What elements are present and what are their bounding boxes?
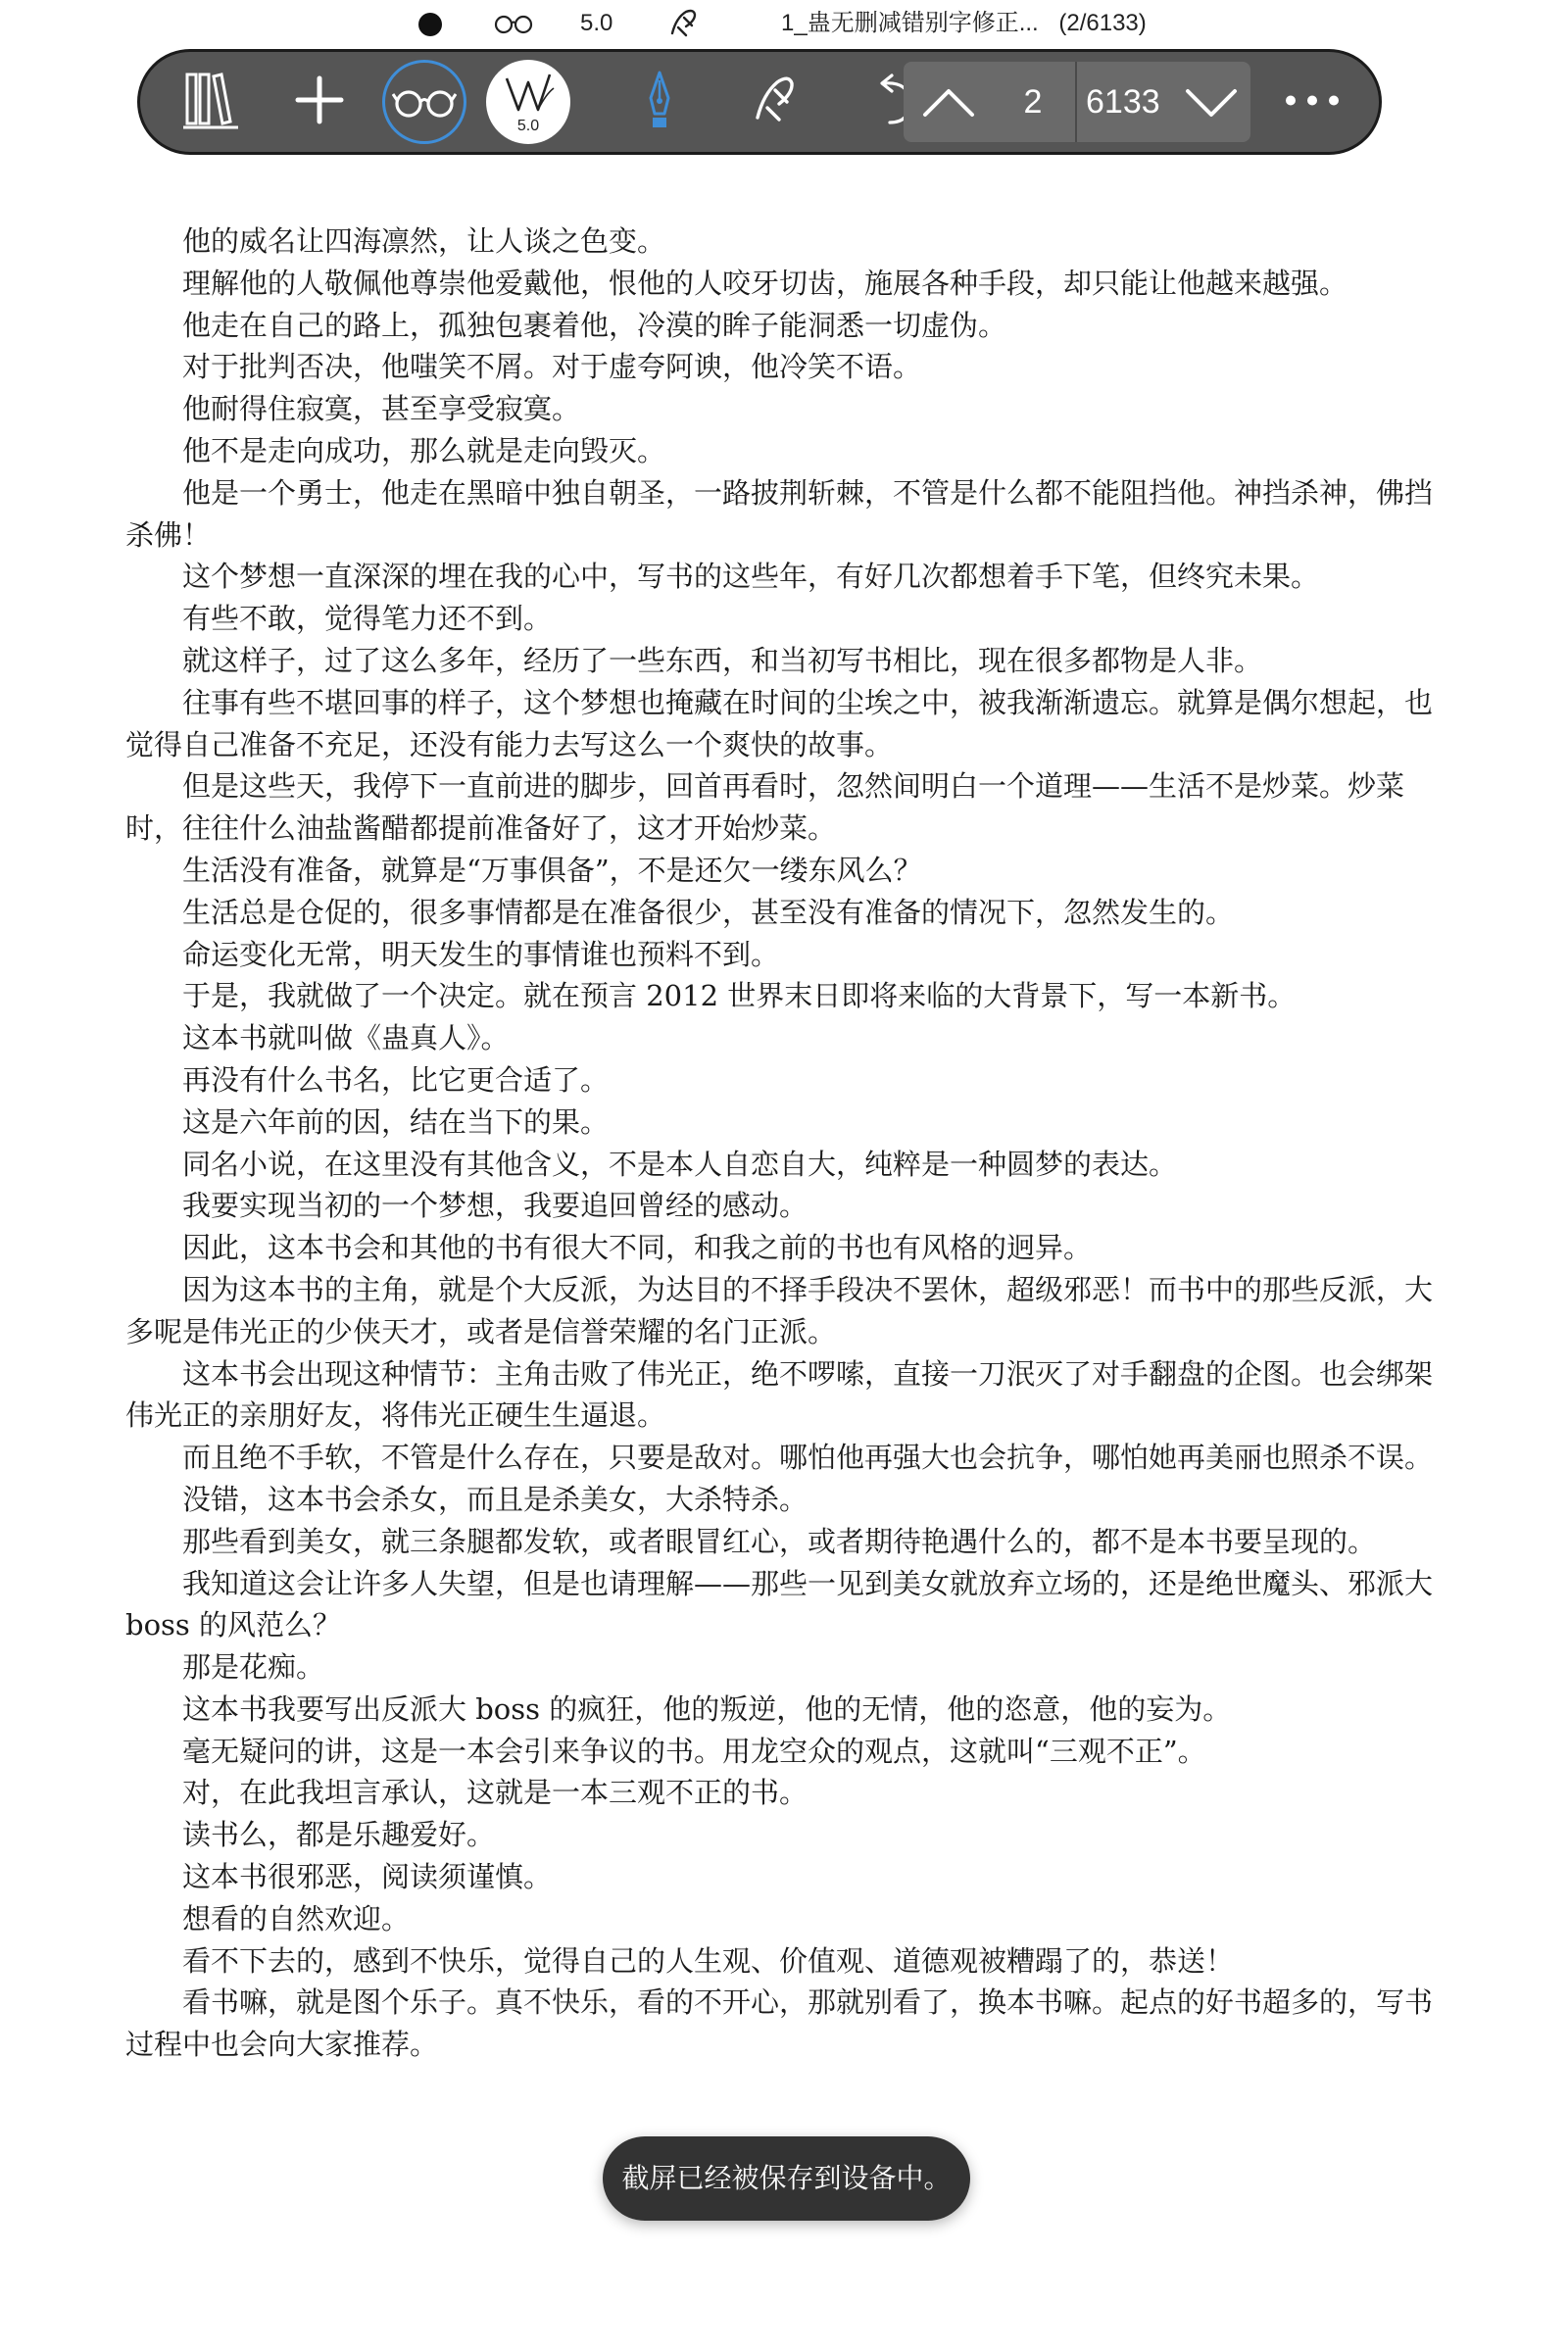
brand-logo-button[interactable] (486, 60, 570, 144)
paragraph: 看不下去的，感到不快乐，觉得自己的人生观、价值观、道德观被糟蹋了的，恭送！ (182, 1943, 1235, 1978)
paragraph: 这本书会出现这种情节：主角击败了伟光正，绝不啰嗦，直接一刀泯灭了对手翻盘的企图。也会绑架伟光正的亲朋好友，将伟光正硬生生逼退。 (125, 1356, 1434, 1433)
paragraph: 因此，这本书会和其他的书有很大不同，和我之前的书也有风格的迥异。 (182, 1231, 1093, 1265)
paragraph: 这是六年前的因，结在当下的果。 (182, 1104, 610, 1139)
total-pages: 6133 (1086, 83, 1160, 121)
glasses-icon (392, 85, 457, 119)
reading-page-text (125, 220, 1448, 2066)
paragraph: 再没有什么书名，比它更合适了。 (182, 1062, 610, 1097)
paragraph: 生活总是仓促的，很多事情都是在准备很少，甚至没有准备的情况下，忽然发生的。 (182, 895, 1235, 929)
paragraph: 看书嘛，就是图个乐子。真不快乐，看的不开心，那就别看了，换本书嘛。起点的好书超多的，写书过程中也会向大家推荐。 (125, 1985, 1434, 2062)
paragraph: 他耐得住寂寞，甚至享受寂寞。 (182, 392, 581, 426)
document-title-text: 1_蛊无删减错别字修正... (781, 10, 1039, 36)
paragraph: 没错，这本书会杀女，而且是杀美女，大杀特杀。 (182, 1482, 808, 1516)
page-navigator (904, 62, 1250, 142)
brand-logo-icon (501, 69, 556, 118)
paragraph: 读书么，都是乐趣爱好。 (182, 1818, 496, 1852)
paragraph: 命运变化无常，明天发生的事情谁也预料不到。 (182, 937, 780, 971)
paragraph: 我要实现当初的一个梦想，我要追回曾经的感动。 (182, 1189, 808, 1223)
paragraph: 这本书我要写出反派大 boss 的疯狂，他的叛逆，他的无情，他的恣意，他的妄为。 (182, 1691, 1232, 1726)
signature-pen-icon (664, 4, 704, 52)
paragraph: 生活没有准备，就算是“万事俱备”，不是还欠一缕东风么？ (182, 853, 922, 887)
paragraph: 那是花痴。 (182, 1650, 325, 1685)
paragraph: 对于批判否决，他嗤笑不屑。对于虚夸阿谀，他冷笑不语。 (182, 350, 922, 384)
document-title (781, 8, 1147, 39)
add-icon[interactable] (293, 74, 346, 130)
page-indicator: (2/6133) (1058, 10, 1147, 36)
zoom-level: 5.0 (580, 10, 613, 36)
screenshot-saved-toast: 截屏已经被保存到设备中。 (603, 2136, 970, 2221)
paragraph: 但是这些天，我停下一直前进的脚步，回首再看时，忽然间明白一个道理——生活不是炒菜。炒菜时，往往什么油盐酱醋都提前准备好了，这才开始炒菜。 (125, 769, 1405, 846)
pager-divider (1075, 62, 1077, 142)
pen-icon[interactable] (645, 69, 674, 135)
paragraph: 那些看到美女，就三条腿都发软，或者眼冒红心，或者期待艳遇什么的，都不是本书要呈现的。 (182, 1524, 1377, 1558)
paragraph: 这本书就叫做《蛊真人》。 (182, 1021, 510, 1055)
paragraph: 他不是走向成功，那么就是走向毁灭。 (182, 433, 666, 467)
signature-icon[interactable] (748, 71, 807, 133)
current-page-input[interactable]: 2 (1023, 83, 1043, 121)
glasses-icon (493, 8, 534, 48)
paragraph: 就这样子，过了这么多年，经历了一些东西，和当初写书相比，现在很多都物是人非。 (182, 643, 1263, 677)
paragraph: 他走在自己的路上，孤独包裹着他，冷漠的眸子能洞悉一切虚伪。 (182, 308, 1007, 342)
paragraph: 有些不敢，觉得笔力还不到。 (182, 602, 553, 636)
reading-mode-button[interactable] (382, 60, 466, 144)
more-icon[interactable] (1283, 93, 1342, 112)
paragraph: 这本书很邪恶，阅读须谨慎。 (182, 1860, 553, 1894)
brand-version: 5.0 (516, 118, 540, 134)
paragraph: 而且绝不手软，不管是什么存在，只要是敌对。哪怕他再强大也会抗争，哪怕她再美丽也照杀不误。 (182, 1441, 1434, 1475)
paragraph: 对，在此我坦言承认，这就是一本三观不正的书。 (182, 1776, 808, 1810)
paragraph: 因为这本书的主角，就是个大反派，为达目的不择手段决不罢休，超级邪恶！而书中的那些反派，大多呢是伟光正的少侠天才，或者是信誉荣耀的名门正派。 (125, 1272, 1434, 1348)
status-bar (0, 0, 1568, 47)
paragraph: 他是一个勇士，他走在黑暗中独自朝圣，一路披荆斩棘，不管是什么都不能阻挡他。神挡杀神，佛挡杀佛！ (125, 475, 1434, 552)
library-icon[interactable] (181, 69, 240, 135)
paragraph: 理解他的人敬佩他尊崇他爱戴他，恨他的人咬牙切齿，施展各种手段，却只能让他越来越强。 (182, 266, 1348, 300)
paragraph: 这个梦想一直深深的埋在我的心中，写书的这些年，有好几次都想着手下笔，但终究未果。 (182, 560, 1320, 594)
chevron-up-icon[interactable] (921, 81, 976, 126)
paragraph: 往事有些不堪回事的样子，这个梦想也掩藏在时间的尘埃之中，被我渐渐遗忘。就算是偶尔想起，也觉得自己准备不充足，还没有能力去写这么一个爽快的故事。 (125, 685, 1434, 761)
paragraph: 想看的自然欢迎。 (182, 1901, 411, 1936)
chevron-down-icon[interactable] (1184, 81, 1239, 126)
paragraph: 我知道这会让许多人失望，但是也请理解——那些一见到美女就放弃立场的，还是绝世魔头、邪派大 boss 的风范么？ (125, 1566, 1434, 1642)
paragraph: 于是，我就做了一个决定。就在预言 2012 世界末日即将来临的大背景下，写一本新书。 (182, 979, 1297, 1013)
toolbar (137, 49, 1382, 155)
paragraph: 他的威名让四海凛然，让人谈之色变。 (182, 224, 666, 258)
record-dot-icon (418, 13, 442, 36)
paragraph: 毫无疑问的讲，这是一本会引来争议的书。用龙空众的观点，这就叫“三观不正”。 (182, 1734, 1206, 1768)
paragraph: 同名小说，在这里没有其他含义，不是本人自恋自大，纯粹是一种圆梦的表达。 (182, 1147, 1178, 1181)
